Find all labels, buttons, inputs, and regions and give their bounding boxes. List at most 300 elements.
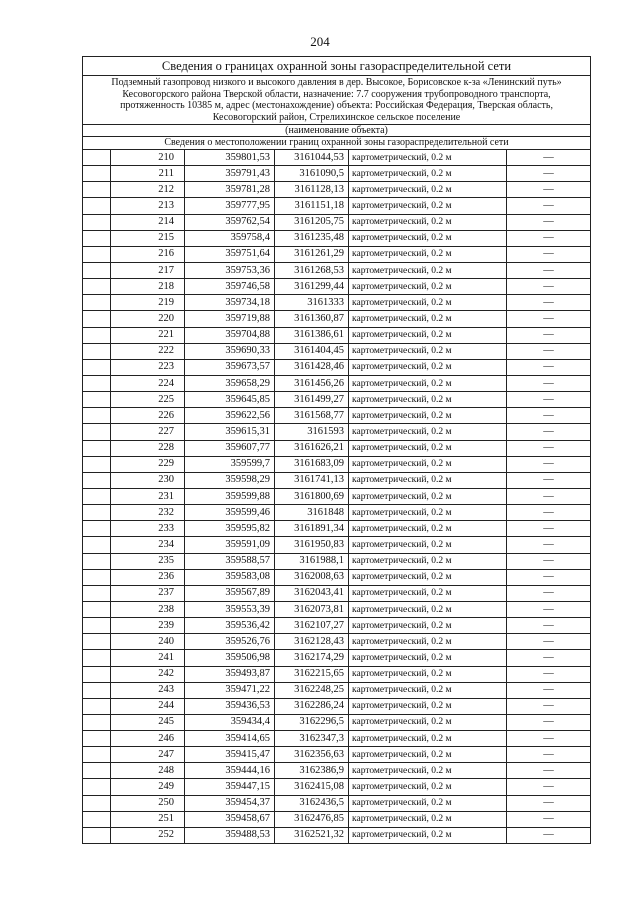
method-accuracy: картометрический, 0.2 м — [349, 150, 507, 166]
method-accuracy: картометрический, 0.2 м — [349, 343, 507, 359]
method-accuracy: картометрический, 0.2 м — [349, 553, 507, 569]
point-number: 233 — [111, 521, 185, 537]
description-dash: — — [507, 779, 591, 795]
coordinate-x: 359415,47 — [185, 747, 275, 763]
blank-cell — [83, 714, 111, 730]
coordinate-x: 359599,7 — [185, 456, 275, 472]
description-dash: — — [507, 392, 591, 408]
coordinate-y: 3161090,5 — [275, 166, 349, 182]
description-dash: — — [507, 150, 591, 166]
coordinate-y: 3162107,27 — [275, 618, 349, 634]
method-accuracy: картометрический, 0.2 м — [349, 521, 507, 537]
description-dash: — — [507, 214, 591, 230]
method-accuracy: картометрический, 0.2 м — [349, 392, 507, 408]
coordinate-y: 3161950,83 — [275, 537, 349, 553]
description-dash: — — [507, 327, 591, 343]
method-accuracy: картометрический, 0.2 м — [349, 634, 507, 650]
method-accuracy: картометрический, 0.2 м — [349, 262, 507, 278]
coordinate-y: 3162356,63 — [275, 747, 349, 763]
table-row — [83, 763, 591, 779]
description-dash: — — [507, 553, 591, 569]
blank-cell — [83, 214, 111, 230]
description-dash: — — [507, 569, 591, 585]
method-accuracy: картометрический, 0.2 м — [349, 327, 507, 343]
method-accuracy: картометрический, 0.2 м — [349, 505, 507, 521]
point-number: 210 — [111, 150, 185, 166]
description-line: протяженность 10385 м, адрес (местонахождение) объекта: Российская Федерация, Тверская область, — [120, 100, 553, 111]
coordinate-y: 3161268,53 — [275, 262, 349, 278]
blank-cell — [83, 198, 111, 214]
coordinate-x: 359458,67 — [185, 811, 275, 827]
blank-cell — [83, 472, 111, 488]
method-accuracy: картометрический, 0.2 м — [349, 440, 507, 456]
description-dash: — — [507, 408, 591, 424]
point-number: 226 — [111, 408, 185, 424]
point-number: 214 — [111, 214, 185, 230]
table-row — [83, 182, 591, 198]
point-number: 221 — [111, 327, 185, 343]
blank-cell — [83, 537, 111, 553]
description-dash: — — [507, 763, 591, 779]
coordinate-x: 359493,87 — [185, 666, 275, 682]
blank-cell — [83, 698, 111, 714]
table-row — [83, 634, 591, 650]
description-dash: — — [507, 505, 591, 521]
point-number: 242 — [111, 666, 185, 682]
description-line: Кесовогорского района Тверской области, назначение: 7.7 сооружения трубопроводного транспорта, — [122, 88, 551, 100]
coordinate-x: 359447,15 — [185, 779, 275, 795]
description-dash: — — [507, 472, 591, 488]
table-row — [83, 779, 591, 795]
description-dash: — — [507, 440, 591, 456]
coordinate-y: 3162286,24 — [275, 698, 349, 714]
blank-cell — [83, 327, 111, 343]
point-number: 232 — [111, 505, 185, 521]
table-row — [83, 327, 591, 343]
description-dash: — — [507, 488, 591, 504]
blank-cell — [83, 311, 111, 327]
coordinate-y: 3161299,44 — [275, 279, 349, 295]
blank-cell — [83, 811, 111, 827]
table-row — [83, 230, 591, 246]
point-number: 244 — [111, 698, 185, 714]
point-number: 212 — [111, 182, 185, 198]
blank-cell — [83, 408, 111, 424]
blank-cell — [83, 440, 111, 456]
description-dash: — — [507, 601, 591, 617]
table-row — [83, 408, 591, 424]
method-accuracy: картометрический, 0.2 м — [349, 182, 507, 198]
coordinate-x: 359583,08 — [185, 569, 275, 585]
blank-cell — [83, 827, 111, 843]
description-dash: — — [507, 521, 591, 537]
coordinate-y: 3161800,69 — [275, 488, 349, 504]
coordinate-y: 3162386,9 — [275, 763, 349, 779]
blank-cell — [83, 731, 111, 747]
blank-cell — [83, 779, 111, 795]
coordinate-x: 359746,58 — [185, 279, 275, 295]
table-row — [83, 537, 591, 553]
method-accuracy: картометрический, 0.2 м — [349, 214, 507, 230]
table-row — [83, 650, 591, 666]
blank-cell — [83, 505, 111, 521]
description-dash: — — [507, 246, 591, 262]
table-row — [83, 521, 591, 537]
object-caption-row — [83, 125, 591, 137]
location-subheader: Сведения о местоположении границ охранной зоны газораспределительной сети — [83, 137, 591, 150]
method-accuracy: картометрический, 0.2 м — [349, 408, 507, 424]
coordinate-y: 3161741,13 — [275, 472, 349, 488]
point-number: 223 — [111, 359, 185, 375]
table-row — [83, 456, 591, 472]
object-description — [83, 76, 591, 125]
description-dash: — — [507, 262, 591, 278]
coordinate-x: 359777,95 — [185, 198, 275, 214]
method-accuracy: картометрический, 0.2 м — [349, 569, 507, 585]
coordinate-x: 359781,28 — [185, 182, 275, 198]
description-dash: — — [507, 698, 591, 714]
method-accuracy: картометрический, 0.2 м — [349, 763, 507, 779]
point-number: 241 — [111, 650, 185, 666]
coordinate-x: 359673,57 — [185, 359, 275, 375]
coordinate-y: 3161428,46 — [275, 359, 349, 375]
method-accuracy: картометрический, 0.2 м — [349, 811, 507, 827]
table-row — [83, 311, 591, 327]
blank-cell — [83, 424, 111, 440]
blank-cell — [83, 521, 111, 537]
coordinate-x: 359753,36 — [185, 262, 275, 278]
coordinate-y: 3161848 — [275, 505, 349, 521]
coordinate-x: 359645,85 — [185, 392, 275, 408]
method-accuracy: картометрический, 0.2 м — [349, 650, 507, 666]
blank-cell — [83, 650, 111, 666]
coordinate-y: 3161626,21 — [275, 440, 349, 456]
description-dash: — — [507, 311, 591, 327]
blank-cell — [83, 618, 111, 634]
blank-cell — [83, 569, 111, 585]
blank-cell — [83, 747, 111, 763]
blank-cell — [83, 375, 111, 391]
coordinate-x: 359791,43 — [185, 166, 275, 182]
table-row — [83, 166, 591, 182]
description-dash: — — [507, 666, 591, 682]
description-dash: — — [507, 537, 591, 553]
method-accuracy: картометрический, 0.2 м — [349, 779, 507, 795]
point-number: 235 — [111, 553, 185, 569]
table-row — [83, 585, 591, 601]
blank-cell — [83, 666, 111, 682]
coordinate-y: 3162415,08 — [275, 779, 349, 795]
coordinate-y: 3161386,61 — [275, 327, 349, 343]
table-row — [83, 618, 591, 634]
table-row — [83, 553, 591, 569]
coordinate-y: 3162073,81 — [275, 601, 349, 617]
table-row — [83, 375, 591, 391]
point-number: 216 — [111, 246, 185, 262]
coordinate-x: 359595,82 — [185, 521, 275, 537]
blank-cell — [83, 682, 111, 698]
method-accuracy: картометрический, 0.2 м — [349, 731, 507, 747]
point-number: 217 — [111, 262, 185, 278]
method-accuracy: картометрический, 0.2 м — [349, 230, 507, 246]
coordinate-y: 3161044,53 — [275, 150, 349, 166]
table-row — [83, 682, 591, 698]
table-row — [83, 198, 591, 214]
point-number: 224 — [111, 375, 185, 391]
point-number: 220 — [111, 311, 185, 327]
coordinate-x: 359751,64 — [185, 246, 275, 262]
coordinate-x: 359615,31 — [185, 424, 275, 440]
point-number: 240 — [111, 634, 185, 650]
coordinate-x: 359598,29 — [185, 472, 275, 488]
coordinate-y: 3161205,75 — [275, 214, 349, 230]
page-number: 204 — [310, 34, 330, 49]
method-accuracy: картометрический, 0.2 м — [349, 359, 507, 375]
coordinate-y: 3161404,45 — [275, 343, 349, 359]
description-dash: — — [507, 343, 591, 359]
blank-cell — [83, 182, 111, 198]
table-row — [83, 424, 591, 440]
coordinate-x: 359622,56 — [185, 408, 275, 424]
coordinate-y: 3162215,65 — [275, 666, 349, 682]
coordinate-y: 3161261,29 — [275, 246, 349, 262]
table-row — [83, 731, 591, 747]
coordinate-x: 359434,4 — [185, 714, 275, 730]
point-number: 234 — [111, 537, 185, 553]
point-number: 248 — [111, 763, 185, 779]
table-row — [83, 279, 591, 295]
description-dash: — — [507, 618, 591, 634]
method-accuracy: картометрический, 0.2 м — [349, 472, 507, 488]
table-row — [83, 262, 591, 278]
description-dash: — — [507, 375, 591, 391]
point-number: 252 — [111, 827, 185, 843]
table-row — [83, 359, 591, 375]
description-dash: — — [507, 359, 591, 375]
method-accuracy: картометрический, 0.2 м — [349, 537, 507, 553]
point-number: 215 — [111, 230, 185, 246]
coordinate-y: 3161683,09 — [275, 456, 349, 472]
point-number: 230 — [111, 472, 185, 488]
coordinate-y: 3162008,63 — [275, 569, 349, 585]
coordinate-y: 3162476,85 — [275, 811, 349, 827]
table-row — [83, 714, 591, 730]
coordinate-y: 3161988,1 — [275, 553, 349, 569]
table-row — [83, 343, 591, 359]
coordinate-y: 3161235,48 — [275, 230, 349, 246]
coordinate-y: 3162128,43 — [275, 634, 349, 650]
coordinate-y: 3161456,26 — [275, 375, 349, 391]
coordinate-x: 359658,29 — [185, 375, 275, 391]
method-accuracy: картометрический, 0.2 м — [349, 585, 507, 601]
method-accuracy: картометрический, 0.2 м — [349, 295, 507, 311]
description-dash: — — [507, 811, 591, 827]
coordinate-y: 3161151,18 — [275, 198, 349, 214]
coordinate-y: 3161593 — [275, 424, 349, 440]
coordinate-y: 3161891,34 — [275, 521, 349, 537]
blank-cell — [83, 166, 111, 182]
blank-cell — [83, 601, 111, 617]
coordinate-x: 359801,53 — [185, 150, 275, 166]
coordinate-y: 3161333 — [275, 295, 349, 311]
description-dash: — — [507, 585, 591, 601]
point-number: 250 — [111, 795, 185, 811]
blank-cell — [83, 585, 111, 601]
coordinate-y: 3161568,77 — [275, 408, 349, 424]
method-accuracy: картометрический, 0.2 м — [349, 666, 507, 682]
description-dash: — — [507, 747, 591, 763]
table-row — [83, 150, 591, 166]
coordinate-x: 359758,4 — [185, 230, 275, 246]
table-row — [83, 601, 591, 617]
table-row — [83, 827, 591, 843]
table-row — [83, 505, 591, 521]
point-number: 219 — [111, 295, 185, 311]
coordinate-x: 359719,88 — [185, 311, 275, 327]
description-dash: — — [507, 731, 591, 747]
table-title-row — [83, 57, 591, 76]
blank-cell — [83, 392, 111, 408]
coordinate-x: 359734,18 — [185, 295, 275, 311]
table-row — [83, 811, 591, 827]
coordinate-y: 3161128,13 — [275, 182, 349, 198]
table-row — [83, 472, 591, 488]
coordinate-x: 359506,98 — [185, 650, 275, 666]
coordinate-y: 3161499,27 — [275, 392, 349, 408]
table-row — [83, 440, 591, 456]
coordinate-x: 359454,37 — [185, 795, 275, 811]
point-number: 211 — [111, 166, 185, 182]
subheader-row — [83, 137, 591, 150]
coordinate-x: 359471,22 — [185, 682, 275, 698]
coordinate-y: 3162043,41 — [275, 585, 349, 601]
table-row — [83, 747, 591, 763]
coordinate-x: 359553,39 — [185, 601, 275, 617]
object-caption: (наименование объекта) — [83, 125, 591, 137]
point-number: 213 — [111, 198, 185, 214]
coordinate-y: 3161360,87 — [275, 311, 349, 327]
point-number: 251 — [111, 811, 185, 827]
coordinate-x: 359762,54 — [185, 214, 275, 230]
table-row — [83, 295, 591, 311]
point-number: 231 — [111, 488, 185, 504]
table-row — [83, 214, 591, 230]
point-number: 218 — [111, 279, 185, 295]
blank-cell — [83, 763, 111, 779]
description-dash: — — [507, 714, 591, 730]
blank-cell — [83, 230, 111, 246]
object-description-row — [83, 76, 591, 125]
table-row — [83, 488, 591, 504]
description-dash: — — [507, 682, 591, 698]
method-accuracy: картометрический, 0.2 м — [349, 601, 507, 617]
blank-cell — [83, 279, 111, 295]
blank-cell — [83, 634, 111, 650]
description-dash: — — [507, 650, 591, 666]
method-accuracy: картометрический, 0.2 м — [349, 424, 507, 440]
description-dash: — — [507, 295, 591, 311]
point-number: 222 — [111, 343, 185, 359]
point-number: 239 — [111, 618, 185, 634]
point-number: 229 — [111, 456, 185, 472]
description-dash: — — [507, 795, 591, 811]
method-accuracy: картометрический, 0.2 м — [349, 747, 507, 763]
method-accuracy: картометрический, 0.2 м — [349, 488, 507, 504]
point-number: 228 — [111, 440, 185, 456]
method-accuracy: картометрический, 0.2 м — [349, 246, 507, 262]
blank-cell — [83, 246, 111, 262]
blank-cell — [83, 295, 111, 311]
table-row — [83, 698, 591, 714]
method-accuracy: картометрический, 0.2 м — [349, 166, 507, 182]
coordinate-x: 359690,33 — [185, 343, 275, 359]
coordinate-x: 359436,53 — [185, 698, 275, 714]
description-dash: — — [507, 198, 591, 214]
description-dash: — — [507, 166, 591, 182]
method-accuracy: картометрический, 0.2 м — [349, 714, 507, 730]
coordinate-y: 3162174,29 — [275, 650, 349, 666]
coordinate-x: 359607,77 — [185, 440, 275, 456]
table-row — [83, 246, 591, 262]
method-accuracy: картометрический, 0.2 м — [349, 456, 507, 472]
description-line: Подземный газопровод низкого и высокого давления в дер. Высокое, Борисовское к-за «Ленинский путь» — [111, 77, 562, 88]
coordinate-x: 359536,42 — [185, 618, 275, 634]
table-title: Сведения о границах охранной зоны газораспределительной сети — [83, 57, 591, 76]
method-accuracy: картометрический, 0.2 м — [349, 827, 507, 843]
coordinate-y: 3162436,5 — [275, 795, 349, 811]
blank-cell — [83, 488, 111, 504]
table-row — [83, 392, 591, 408]
point-number: 236 — [111, 569, 185, 585]
point-number: 237 — [111, 585, 185, 601]
coordinate-y: 3162521,32 — [275, 827, 349, 843]
description-dash: — — [507, 634, 591, 650]
coordinate-x: 359588,57 — [185, 553, 275, 569]
method-accuracy: картометрический, 0.2 м — [349, 311, 507, 327]
coordinate-y: 3162347,3 — [275, 731, 349, 747]
point-number: 243 — [111, 682, 185, 698]
method-accuracy: картометрический, 0.2 м — [349, 618, 507, 634]
table-row — [83, 666, 591, 682]
description-dash: — — [507, 424, 591, 440]
method-accuracy: картометрический, 0.2 м — [349, 698, 507, 714]
table-row — [83, 569, 591, 585]
point-number: 227 — [111, 424, 185, 440]
blank-cell — [83, 456, 111, 472]
blank-cell — [83, 553, 111, 569]
coordinate-x: 359599,88 — [185, 488, 275, 504]
blank-cell — [83, 343, 111, 359]
blank-cell — [83, 359, 111, 375]
coordinate-x: 359444,16 — [185, 763, 275, 779]
blank-cell — [83, 262, 111, 278]
method-accuracy: картометрический, 0.2 м — [349, 795, 507, 811]
point-number: 249 — [111, 779, 185, 795]
coordinate-y: 3162296,5 — [275, 714, 349, 730]
blank-cell — [83, 150, 111, 166]
method-accuracy: картометрический, 0.2 м — [349, 682, 507, 698]
boundary-table — [82, 56, 591, 844]
description-dash: — — [507, 456, 591, 472]
coordinate-x: 359488,53 — [185, 827, 275, 843]
coordinate-x: 359591,09 — [185, 537, 275, 553]
table-row — [83, 795, 591, 811]
description-dash: — — [507, 182, 591, 198]
description-dash: — — [507, 279, 591, 295]
method-accuracy: картометрический, 0.2 м — [349, 375, 507, 391]
blank-cell — [83, 795, 111, 811]
coordinate-x: 359526,76 — [185, 634, 275, 650]
